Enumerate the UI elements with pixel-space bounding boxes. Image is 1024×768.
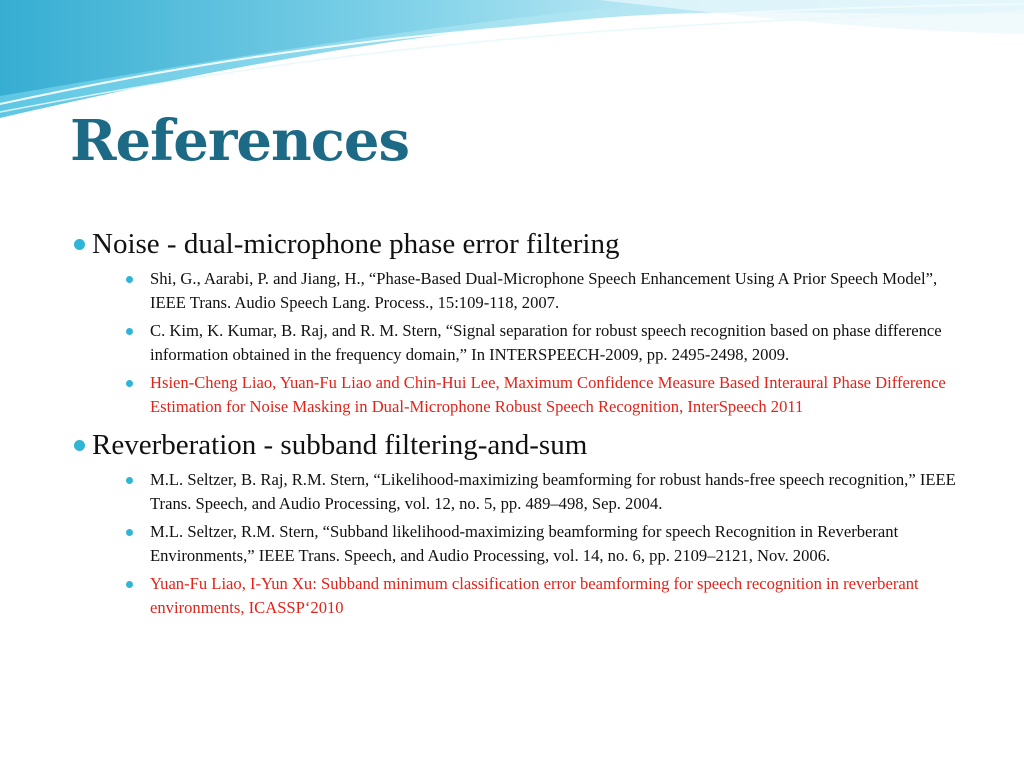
section-reverberation xyxy=(72,427,972,620)
reference-text: Shi, G., Aarabi, P. and Jiang, H., “Phase-Based Dual-Microphone Speech Enhancement Using A Prior Speech Model”, IEEE Trans. Audio Speech Lang. Process., 15:109-118, 2007. xyxy=(150,269,938,312)
reference-item xyxy=(150,267,972,315)
reference-item-highlighted xyxy=(150,371,972,419)
bullet-icon xyxy=(126,581,133,588)
reference-text: M.L. Seltzer, R.M. Stern, “Subband likelihood-maximizing beamforming for speech Recognition in Reverberant Environments,” IEEE Trans. Speech, and Audio Processing, vol. 14, no. 6, pp. 2109–2121, Nov. 2006. xyxy=(150,522,899,565)
reference-list xyxy=(92,267,972,419)
reference-list xyxy=(92,468,972,620)
bullet-icon xyxy=(126,328,133,335)
bullet-icon xyxy=(74,440,85,451)
reference-item xyxy=(150,520,972,568)
reference-text: Hsien-Cheng Liao, Yuan-Fu Liao and Chin-Hui Lee, Maximum Confidence Measure Based Interaural Phase Difference Estimation for Noise Masking in Dual-Microphone Robust Speech Recognition, InterSpeech 2011 xyxy=(150,373,946,416)
section-heading: Noise - dual-microphone phase error filtering xyxy=(92,228,620,260)
bullet-icon xyxy=(126,380,133,387)
reference-text: M.L. Seltzer, B. Raj, R.M. Stern, “Likelihood-maximizing beamforming for robust hands-free speech recognition,” IEEE Trans. Speech, and Audio Processing, vol. 12, no. 5, pp. 489–498, Sep. 2004. xyxy=(150,470,956,513)
bullet-icon xyxy=(126,529,133,536)
bullet-icon xyxy=(126,276,133,283)
slide-content xyxy=(72,226,972,624)
reference-text: C. Kim, K. Kumar, B. Raj, and R. M. Stern, “Signal separation for robust speech recognition based on phase difference information obtained in the frequency domain,” In INTERSPEECH-2009, pp. 2495-2498, 2009. xyxy=(150,321,942,364)
reference-item xyxy=(150,468,972,516)
bullet-icon xyxy=(74,239,85,250)
section-heading: Reverberation - subband filtering-and-sum xyxy=(92,429,588,461)
reference-item-highlighted xyxy=(150,572,972,620)
slide-title: References xyxy=(70,108,409,174)
reference-item xyxy=(150,319,972,367)
section-noise xyxy=(72,226,972,419)
reference-text: Yuan-Fu Liao, I-Yun Xu: Subband minimum classification error beamforming for speech recognition in reverberant environments, ICASSP‘2010 xyxy=(150,574,919,617)
bullet-icon xyxy=(126,477,133,484)
